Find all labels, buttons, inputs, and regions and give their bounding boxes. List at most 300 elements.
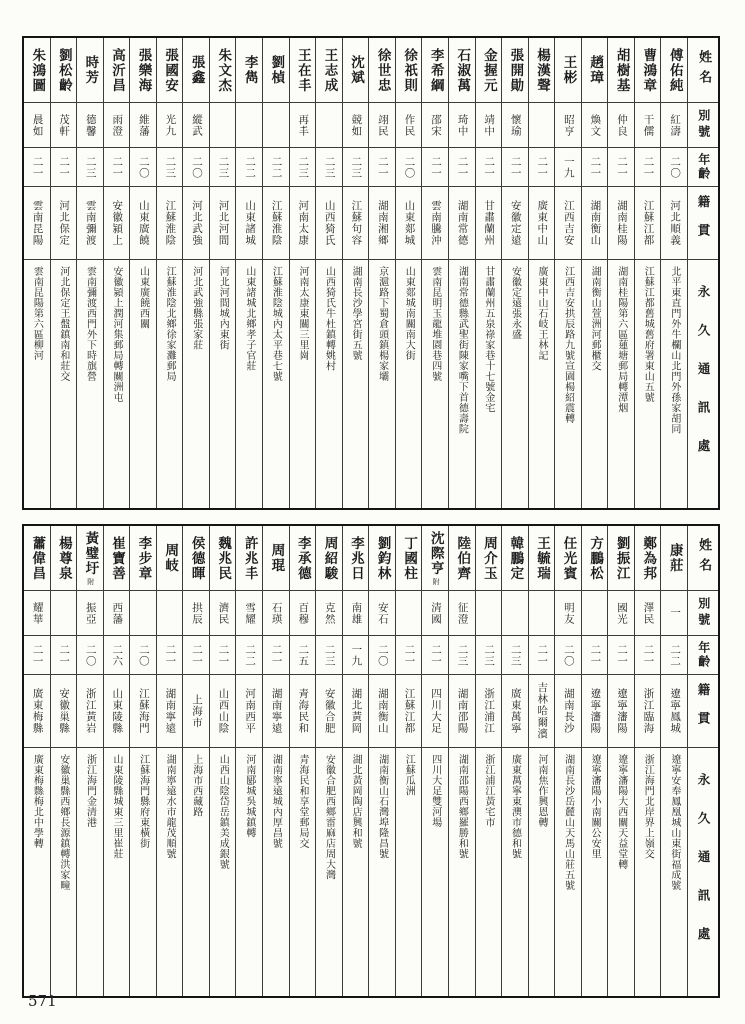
entry-alias-cell: 茂軒 [51,103,77,148]
entry-column [50,38,77,508]
entry-column [209,526,236,996]
entry-column [262,38,289,508]
entry-name-cell: 王毓瑞 [529,526,555,591]
entry-age-cell: 二〇 [130,636,156,675]
entry-address-cell: 江蘇海門縣府東橫街 [137,754,149,849]
entry-column [581,38,608,508]
entry-alias-cell: 維藩 [130,103,156,148]
entry-address-cell: 江蘇瓜洲 [403,754,415,796]
entry-column [50,526,77,996]
entry-column [395,526,422,996]
header-alias: 別號 [688,103,718,148]
entry-name-cell: 侯德暉 [183,526,209,591]
entry-column [262,526,289,996]
entry-address-cell: 湖南桂陽第六區蓮塘郵局轉潭烟 [615,266,627,413]
entry-native-place-cell: 上海市 [183,675,209,748]
entry-address-cell: 四川大足雙河場 [429,754,441,828]
entry-age-cell: 二三 [157,148,183,187]
entry-name-cell: 周岐 [157,526,183,591]
entry-alias-cell [51,591,77,636]
entry-age-cell: 二一 [396,636,422,675]
entry-native-place-cell: 河北順義 [661,187,687,260]
entry-native-place-cell: 廣東梅縣 [24,675,50,748]
entry-age-cell: 二一 [369,148,395,187]
entry-address-cell: 安徽定遠張永盛 [509,266,521,340]
entry-name-cell: 劉振江 [608,526,634,591]
entry-name-cell: 李雋 [236,38,262,103]
entry-name-cell: 沈斌 [343,38,369,103]
entry-alias-cell: 仲良 [608,103,634,148]
entry-native-place-cell: 江蘇江都 [396,675,422,748]
entry-address-cell: 安徽合肥西鄉雷麻店周大灣 [323,754,335,880]
entry-native-place-cell: 甘肅蘭州 [476,187,502,260]
entry-age-cell: 二〇 [396,148,422,187]
entry-name-cell: 楊漢聲 [529,38,555,103]
entry-native-place-cell: 河北河間 [210,187,236,260]
entry-name-cell: 李兆日 [343,526,369,591]
entry-native-place-cell: 湖南寧遠 [263,675,289,748]
entry-address-cell: 山東郯城南關南大街 [403,266,415,361]
entry-name-cell: 李承德 [290,526,316,591]
entry-column [129,38,156,508]
entry-address-cell: 浙江浦江黃宅市 [482,754,494,828]
entry-alias-cell: 安石 [369,591,395,636]
entry-column [607,526,634,996]
entry-age-cell: 二二 [661,636,687,675]
entry-name-cell: 周紹駿 [316,526,342,591]
entry-name-cell: 朱鴻圖 [24,38,50,103]
entry-address-cell: 河南太康東關三里崗 [296,266,308,361]
entry-native-place-cell: 安徽巢縣 [51,675,77,748]
entry-alias-cell: 煥文 [582,103,608,148]
entry-native-place-cell: 湖南常德 [449,187,475,260]
entry-native-place-cell: 河南太康 [290,187,316,260]
entry-alias-cell: 雨澄 [104,103,130,148]
entry-native-place-cell: 湖南邵陽 [449,675,475,748]
entry-alias-cell [263,103,289,148]
header-age: 年齡 [688,148,718,187]
entry-name-cell: 時芳 [77,38,103,103]
entry-name-cell: 任光賓 [555,526,581,591]
entry-age-cell: 二三 [449,636,475,675]
entry-name-cell: 崔寶善 [104,526,130,591]
entry-alias-cell [130,591,156,636]
entry-age-cell: 二六 [104,636,130,675]
entry-alias-cell: 懷瑜 [502,103,528,148]
entry-name-cell: 高沂昌 [104,38,130,103]
entry-column [76,38,103,508]
entry-age-cell: 二一 [476,148,502,187]
entry-age-cell: 二一 [529,636,555,675]
entry-address-cell: 山東陵縣城東三里崔莊 [111,754,122,859]
entry-native-place-cell: 廣東萬寧 [502,675,528,748]
entry-native-place-cell: 雲南騰沖 [422,187,448,260]
entry-column [182,526,209,996]
entry-age-cell: 二一 [635,148,661,187]
header-name: 姓名 [688,526,718,591]
entry-column [634,38,661,508]
entry-native-place-cell: 吉林哈爾濱 [529,675,555,748]
entry-age-cell: 二〇 [183,148,209,187]
entry-column [581,526,608,996]
entry-alias-cell [502,591,528,636]
entry-name-cell: 胡樹基 [608,38,634,103]
entry-address-cell: 河南郾城吳城鎮轉 [243,754,255,838]
entry-native-place-cell: 安徽定遠 [502,187,528,260]
entry-age-cell: 二〇 [130,148,156,187]
entry-age-cell: 二一 [157,636,183,675]
entry-name-cell: 周琨 [263,526,289,591]
entry-name-cell: 趙璋 [582,38,608,103]
entry-age-cell: 二一 [210,636,236,675]
entry-column [368,38,395,508]
entry-name-cell: 劉鈞林 [369,526,395,591]
entry-alias-cell [396,591,422,636]
entry-address-cell: 雲南昆明玉龍堆園巷四號 [429,266,441,382]
entry-name-cell: 張國安 [157,38,183,103]
entry-native-place-cell: 湖北黃岡 [343,675,369,748]
entry-footnote-mark: 附 [86,578,95,585]
entry-name-cell: 蕭偉昌 [24,526,50,591]
entry-address-cell: 雲南昆陽第六區柳河 [31,266,43,361]
header-column [687,526,718,996]
entry-column [209,38,236,508]
entry-address-cell: 上海市西藏路 [190,754,202,817]
entry-alias-cell [476,591,502,636]
entry-name-cell: 李希綱 [422,38,448,103]
entry-address-cell: 山東諸城北鄉孝子官莊 [243,266,255,371]
entry-name-cell: 許兆丰 [236,526,262,591]
entry-footnote-mark: 附 [432,578,441,585]
entry-age-cell: 二〇 [369,636,395,675]
entry-name-cell: 陸伯齊 [449,526,475,591]
entry-age-cell: 二二 [263,148,289,187]
entry-column [475,38,502,508]
entry-age-cell: 二一 [608,636,634,675]
entry-age-cell: 二一 [24,148,50,187]
entry-column [475,526,502,996]
page-number: 571 [28,992,57,1010]
entry-address-cell: 廣東中山石岐王林記 [536,266,547,361]
entry-address-cell: 遼寧瀋陽大西關天益堂轉 [615,754,627,870]
entry-age-cell: 二一 [263,636,289,675]
entry-name-cell: 李步章 [130,526,156,591]
entry-column [235,526,262,996]
entry-name-cell: 劉楨 [263,38,289,103]
entry-native-place-cell: 青海民和 [290,675,316,748]
entry-column [129,526,156,996]
entry-column [342,38,369,508]
entry-alias-cell: 征澄 [449,591,475,636]
entry-native-place-cell: 安徽潁上 [104,187,130,260]
entry-native-place-cell: 山東諸城 [236,187,262,260]
entry-column [554,38,581,508]
entry-address-cell: 河北武強縣張家莊 [190,266,202,350]
entry-native-place-cell: 湖南寧遠 [157,675,183,748]
entry-alias-cell: 西藩 [104,591,130,636]
entry-column [660,526,687,996]
entry-alias-cell: 紅濤 [661,103,687,148]
entry-native-place-cell: 湖南桂陽 [608,187,634,260]
entry-column [289,526,316,996]
entry-alias-cell: 一 [661,591,687,636]
entry-native-place-cell: 浙江黃岩 [77,675,103,748]
entry-address-cell: 河北河間城內東街 [217,266,229,350]
entry-alias-cell: 耀華 [24,591,50,636]
entry-name-cell: 金握元 [476,38,502,103]
entry-age-cell: 一九 [555,148,581,187]
entry-alias-cell: 作民 [396,103,422,148]
entry-column [554,526,581,996]
entry-column [528,526,555,996]
entry-alias-cell: 明友 [555,591,581,636]
entry-column [24,38,50,508]
entry-name-cell: 魏兆民 [210,526,236,591]
entry-column [24,526,50,996]
entry-address-cell: 遼寧安奉鳳凰城山東街福成號 [668,754,680,891]
entry-age-cell: 二二 [236,148,262,187]
entry-address-cell: 山西山陰岱岳鎮美成銀號 [217,754,229,870]
entry-column [634,526,661,996]
entry-address-cell: 湖南衡山石灣埠隆昌號 [376,754,388,859]
entry-address-cell: 江蘇江都舊城舊府署東山五號 [642,266,654,403]
entry-native-place-cell: 安徽合肥 [316,675,342,748]
entry-native-place-cell: 山西山陰 [210,675,236,748]
entry-column [448,38,475,508]
entry-alias-cell: 再丰 [290,103,316,148]
entry-name-cell: 張開勛 [502,38,528,103]
entry-address-cell: 安徽巢縣西鄉長源鎮轉洪家疃 [57,754,69,891]
entry-address-cell: 湖南長沙學宮街五號 [350,266,362,361]
entry-name-cell: 張樂海 [130,38,156,103]
entry-column [368,526,395,996]
header-age: 年齡 [688,636,718,675]
entry-column [76,526,103,996]
entry-name-cell: 傅佑純 [661,38,687,103]
entry-address-cell: 遼寧瀋陽小南關公安里 [589,754,601,859]
entry-native-place-cell: 湖南衡山 [369,675,395,748]
entry-name-cell: 沈際亨 附 [422,526,448,591]
header-native-place: 籍貫 [688,675,718,748]
entry-age-cell: 一九 [343,636,369,675]
entry-name-cell: 徐祇則 [396,38,422,103]
entry-address-cell: 山西猗氏牛杜鎮轉姚村 [323,266,335,371]
entry-address-cell: 山東廣饒西關 [137,266,149,329]
entry-native-place-cell: 山西猗氏 [316,187,342,260]
entry-alias-cell: 澤民 [635,591,661,636]
entry-native-place-cell: 雲南昆陽 [24,187,50,260]
entry-address-cell: 河北保定王盤鎮南和莊交 [57,266,69,382]
entry-address-cell: 湖南邵陽西鄉羅勝和號 [456,754,468,859]
entry-age-cell: 二一 [529,148,555,187]
entry-native-place-cell: 江蘇淮陰 [263,187,289,260]
entry-age-cell: 二一 [51,148,77,187]
entry-age-cell: 二三 [290,148,316,187]
entry-column [103,526,130,996]
entry-column [395,38,422,508]
entry-alias-cell: 克然 [316,591,342,636]
entry-column [315,526,342,996]
entry-address-cell: 廣東梅縣梅北中學轉 [31,754,43,849]
entry-name-cell: 石淑萬 [449,38,475,103]
entry-alias-cell: 琦中 [449,103,475,148]
entry-age-cell: 二一 [635,636,661,675]
entry-age-cell: 二三 [316,636,342,675]
entry-native-place-cell: 湖南長沙 [555,675,581,748]
entry-name-cell: 王彬 [555,38,581,103]
entry-alias-cell: 濟民 [210,591,236,636]
entry-name-cell: 王在丰 [290,38,316,103]
entry-alias-cell: 縱武 [183,103,209,148]
entry-age-cell: 二三 [502,636,528,675]
entry-name-cell: 徐世忠 [369,38,395,103]
entry-alias-cell [236,103,262,148]
entry-name-cell: 丁國柱 [396,526,422,591]
entry-age-cell: 二一 [449,148,475,187]
entry-native-place-cell: 浙江臨海 [635,675,661,748]
entry-name-cell: 康莊 [661,526,687,591]
entry-age-cell: 二一 [422,148,448,187]
entry-name-cell: 朱文杰 [210,38,236,103]
entry-address-cell: 浙江海門金清港 [84,754,96,828]
entry-age-cell: 二一 [582,148,608,187]
entry-address-cell: 湖南衡山萱洲河郵櫃交 [589,266,601,371]
entry-native-place-cell: 山東郯城 [396,187,422,260]
entry-alias-cell: 靖中 [476,103,502,148]
entry-age-cell: 二三 [316,148,342,187]
entry-name-cell: 周介玉 [476,526,502,591]
entry-alias-cell: 拱辰 [183,591,209,636]
entry-column [421,526,448,996]
entry-column [501,38,528,508]
entry-alias-cell: 南雄 [343,591,369,636]
roster-table-top [22,36,720,510]
header-name: 姓名 [688,38,718,103]
entry-name-cell: 劉松齡 [51,38,77,103]
entry-address-cell: 江蘇淮陰城內太平巷七號 [270,266,282,382]
entry-age-cell: 二二 [236,636,262,675]
entry-name-cell: 王志成 [316,38,342,103]
entry-native-place-cell: 湖南衡山 [582,187,608,260]
entry-column [156,526,183,996]
entry-alias-cell: 百穆 [290,591,316,636]
entry-native-place-cell: 江蘇江都 [635,187,661,260]
header-column [687,38,718,508]
entry-age-cell: 二三 [77,148,103,187]
entry-age-cell: 二一 [582,636,608,675]
entry-age-cell: 二〇 [661,148,687,187]
entry-alias-cell [529,591,555,636]
entry-age-cell: 二一 [608,148,634,187]
entry-address-cell: 湖北黃岡陶店興和號 [350,754,362,849]
entry-column [182,38,209,508]
entry-native-place-cell: 雲南彌渡 [77,187,103,260]
entry-column [315,38,342,508]
entry-age-cell: 二一 [104,148,130,187]
entry-alias-cell [210,103,236,148]
header-address: 永久通訊處 [688,260,718,502]
entry-address-cell: 湖南寧遠城內厚昌號 [270,754,282,849]
entry-native-place-cell: 遼寧瀋陽 [582,675,608,748]
entry-alias-cell: 昭亨 [555,103,581,148]
entry-age-cell: 二三 [476,636,502,675]
entry-alias-cell: 邵宋 [422,103,448,148]
entry-age-cell: 二一 [51,636,77,675]
entry-alias-cell: 競如 [343,103,369,148]
entry-native-place-cell: 浙江浦江 [476,675,502,748]
header-address: 永久通訊處 [688,748,718,990]
entry-native-place-cell: 廣東中山 [529,187,555,260]
entry-name-cell: 方鵬松 [582,526,608,591]
entry-address-cell: 江西吉安拱辰路九號宣園楊紹震轉 [562,266,574,424]
entry-column [448,526,475,996]
entry-alias-cell: 國光 [608,591,634,636]
entry-age-cell: 二一 [502,148,528,187]
entry-age-cell: 二三 [210,148,236,187]
entry-address-cell: 湖南長沙岳麓山天馬山莊五號 [562,754,574,891]
entry-native-place-cell: 江蘇淮陰 [157,187,183,260]
entry-column [501,526,528,996]
entry-native-place-cell: 江蘇句容 [343,187,369,260]
directory-tables [22,36,720,998]
entry-address-cell: 浙江海門北岸界上嶺交 [642,754,654,859]
entry-native-place-cell: 四川大足 [422,675,448,748]
entry-native-place-cell: 江西吉安 [555,187,581,260]
entry-column [235,38,262,508]
entry-alias-cell [316,103,342,148]
entry-address-cell: 河南焦作興恩轉 [536,754,547,828]
entry-native-place-cell: 遼寧瀋陽 [608,675,634,748]
entry-native-place-cell: 河南西平 [236,675,262,748]
entry-column [103,38,130,508]
entry-alias-cell: 石瑛 [263,591,289,636]
entry-age-cell: 二一 [422,636,448,675]
entry-alias-cell [157,591,183,636]
entry-name-cell: 張鑫 [183,38,209,103]
entry-alias-cell [582,591,608,636]
entry-name-cell: 黃璧圩 附 [77,526,103,591]
entry-name-cell: 韓鵬定 [502,526,528,591]
entry-native-place-cell: 河北保定 [51,187,77,260]
entry-alias-cell: 光九 [157,103,183,148]
entry-column [660,38,687,508]
entry-address-cell: 雲南彌渡西門外下時旗營 [84,266,96,382]
entry-age-cell: 二一 [183,636,209,675]
entry-name-cell: 鄭為邦 [635,526,661,591]
entry-address-cell: 安徽潁上潤河集郵局轉關洲屯 [111,266,122,403]
roster-table-bottom [22,524,720,998]
entry-age-cell: 二一 [24,636,50,675]
entry-alias-cell [529,103,555,148]
entry-address-cell: 湖南寧遠水市龍茂順號 [164,754,176,859]
entry-address-cell: 甘肅蘭州五泉祿家巷十七號金宅 [482,266,494,413]
entry-column [528,38,555,508]
entry-alias-cell: 德馨 [77,103,103,148]
header-alias: 別號 [688,591,718,636]
header-native-place: 籍貫 [688,187,718,260]
entry-column [156,38,183,508]
entry-age-cell: 二三 [343,148,369,187]
entry-column [607,38,634,508]
entry-alias-cell: 雪耀 [236,591,262,636]
entry-native-place-cell: 河北武強 [183,187,209,260]
entry-address-cell: 北平東直門外牛欄山北門外孫家胡同 [668,266,680,434]
entry-address-cell: 江蘇淮陰北鄉徐家灘郵局 [164,266,176,382]
entry-column [289,38,316,508]
entry-address-cell: 青海民和享堂郵局交 [296,754,308,849]
entry-alias-cell: 干儒 [635,103,661,148]
entry-alias-cell: 清國 [422,591,448,636]
